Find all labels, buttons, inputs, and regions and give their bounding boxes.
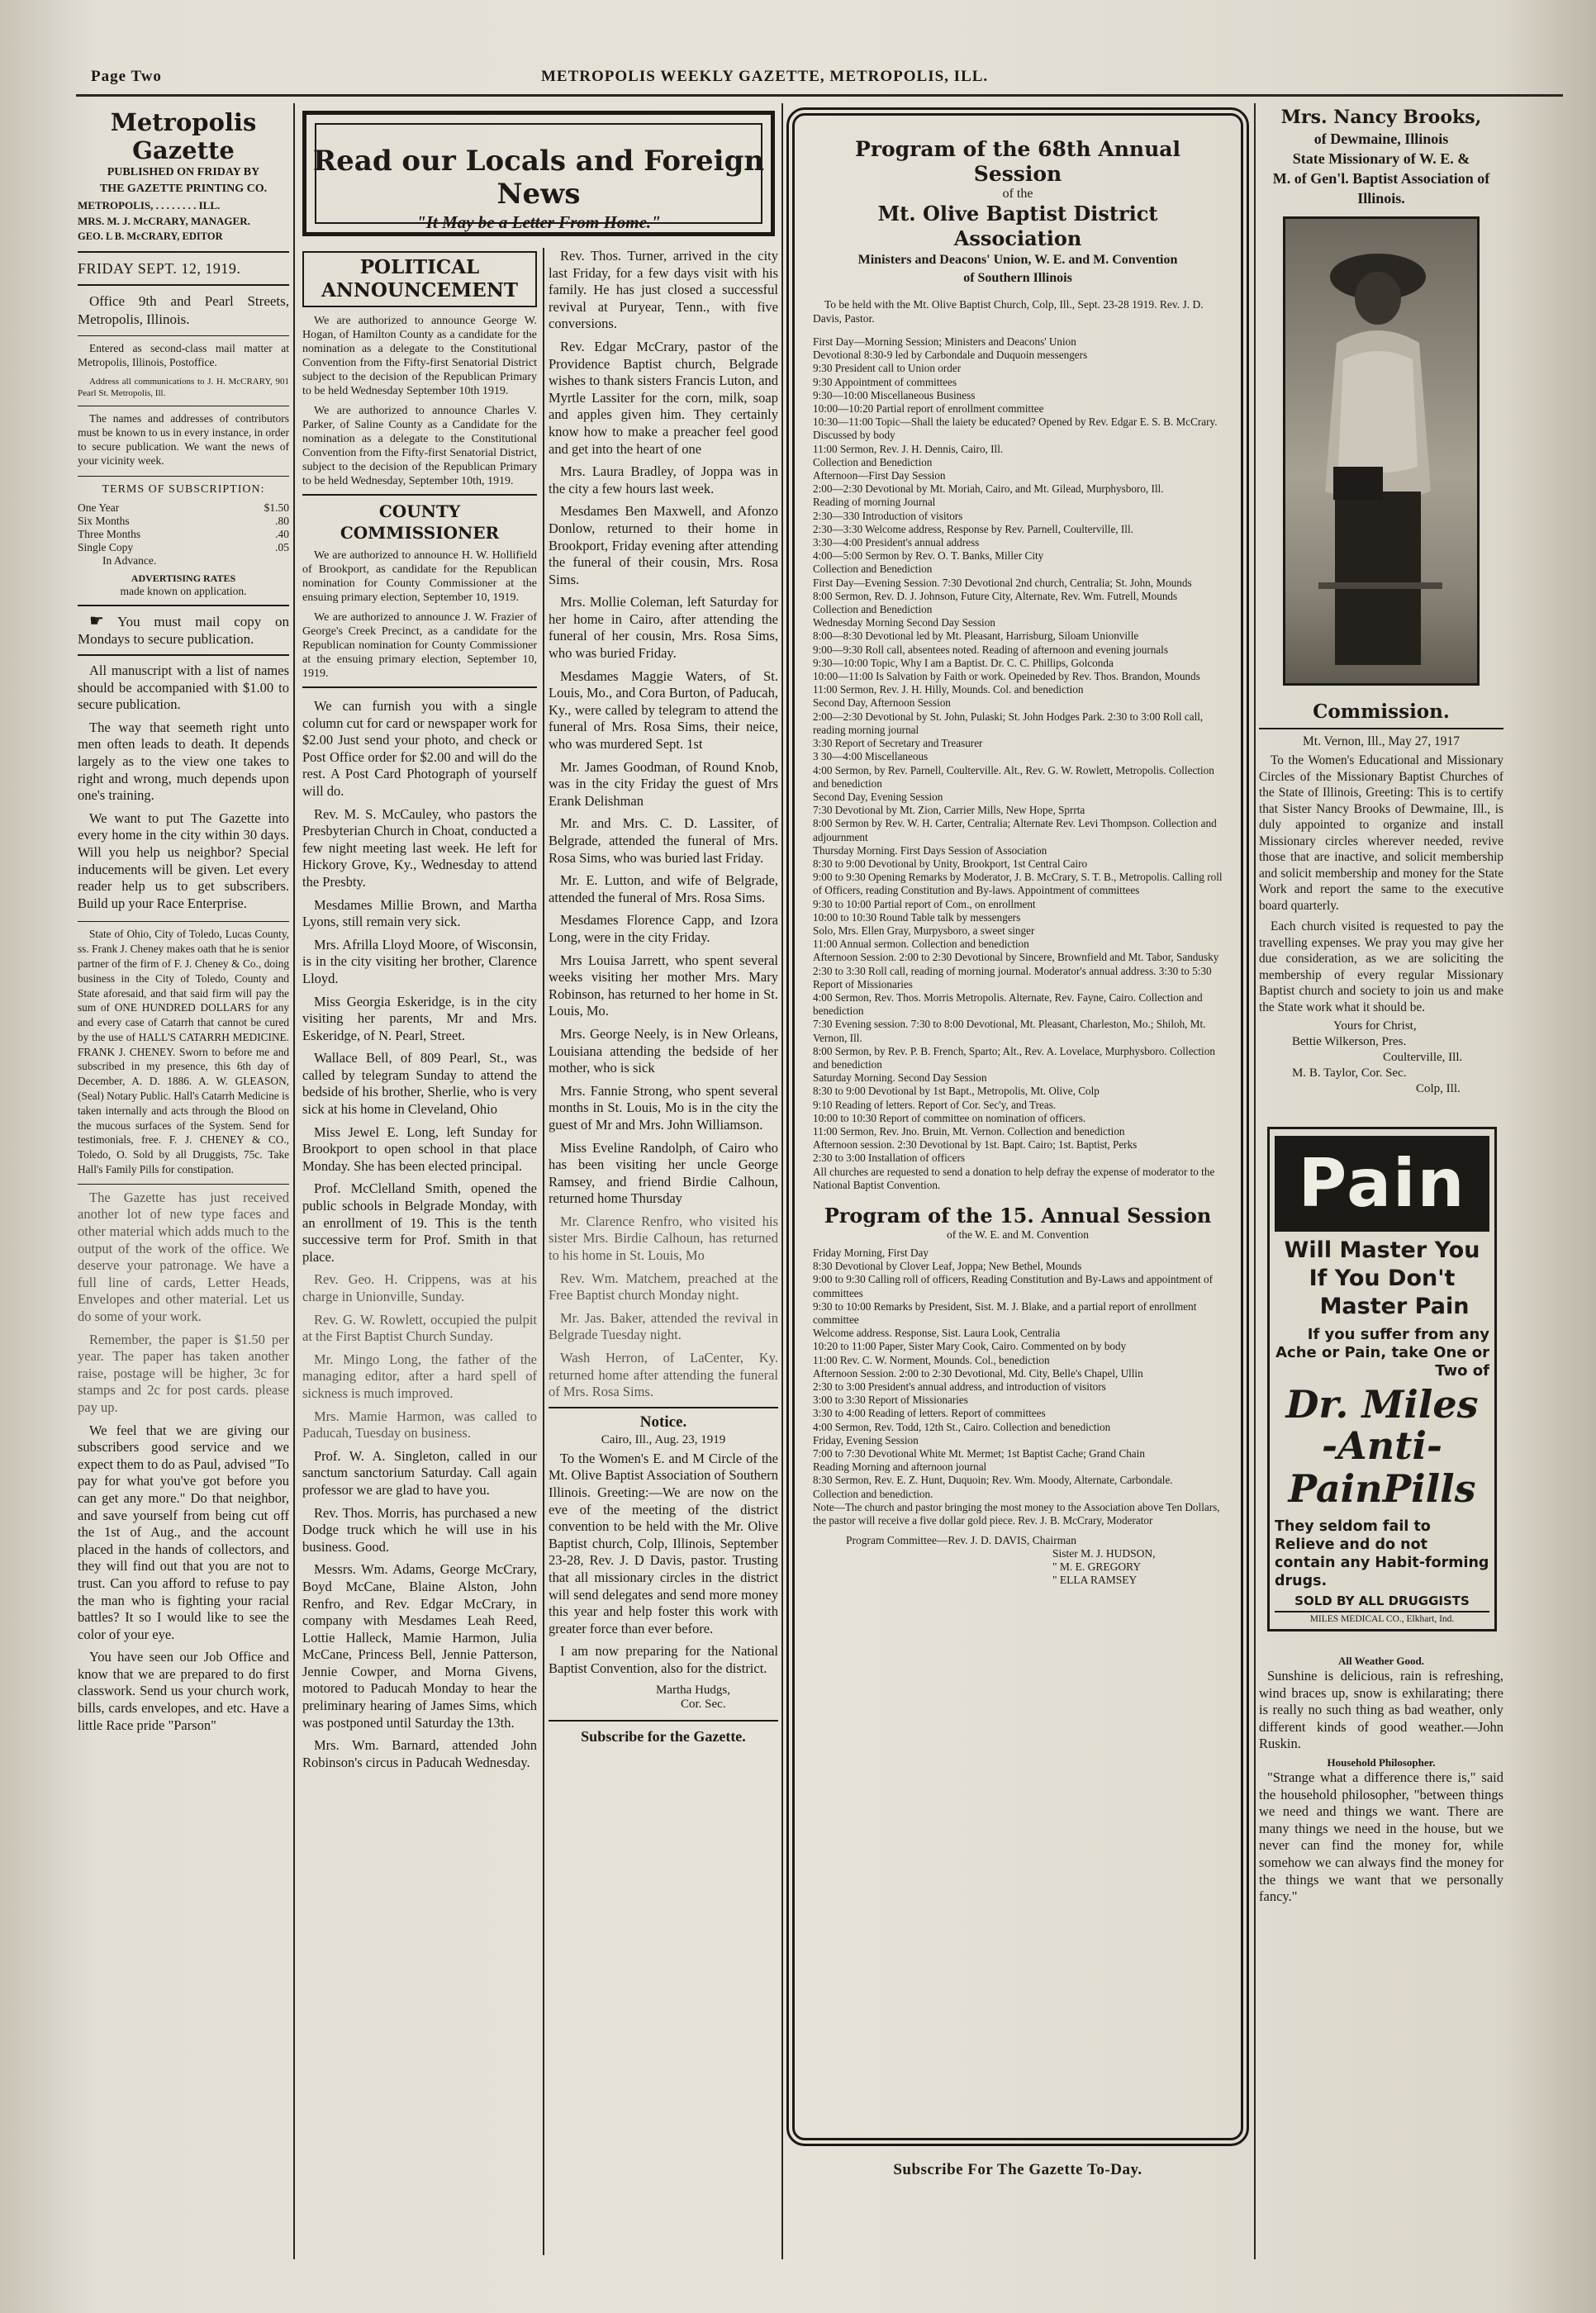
notice-title: Notice.: [639, 1413, 687, 1431]
terms-title: TERMS OF SUBSCRIPTION:: [102, 483, 265, 496]
news-item: Messrs. Wm. Adams, George McCrary, Boyd McCane, Blaine Alston, John Renfro, and Rev. Edgar McCrary, in company with Mesdames Leah Reed, Lottie Halleck, Mamie Harmon, Julia McCane, Princess Bell, Jennie Patterson, Jennie Cowper, and Morna Givens, motored to Paducah Monday to hear the preliminary hearing of James Sims, which was postponed until Saturday the 13th.: [302, 1561, 537, 1731]
subscribe-today: Subscribe For The Gazette To-Day.: [893, 2161, 1142, 2178]
job-paragraph: You have seen our Job Office and know that we are prepared to do first classwork. Send us your church work, bills, cards envelopes, and etc. Have a little Race pride "Parson": [78, 1649, 289, 1733]
notice-signature: Martha Hudgs,: [656, 1683, 730, 1697]
notice-body-2: I am now preparing for the National Baptist Convention, also for the district.: [549, 1643, 778, 1676]
received-paragraph: The Gazette has just received another lot of new type faces and other material which adds much to the output of the work of the office. We deserve your patronage. We have a full line of cards, Letter Heads, Envelopes and other material. Let us do some of your work.: [78, 1189, 289, 1325]
feel-paragraph: We feel that we are giving our subscribers good service and we expect them to do as Paul, advised "To pay for what you've got before you can get any more." Do that neighbor, and save yourself from being cut off the 1st of Aug., and the account placed in the hands of collectors, and they will find out that you are not to trust. Can you afford to refuse to pay the man who is fighting your racial battles? It so I would like to see the color of your eye.: [78, 1422, 289, 1642]
news-item: Mrs. Afrilla Lloyd Moore, of Wisconsin, is in the city visiting her brother, Clarence Lloyd.: [302, 936, 537, 986]
pub-line-5: GEO. L B. McCRARY, EDITOR: [78, 230, 223, 242]
weather-text: Sunshine is delicious, rain is refreshing, wind braces up, snow is exhilarating; there is really no such thing as bad weather, only different kinds of good weather.—John Ruskin.: [1259, 1668, 1503, 1752]
ad-pain-headline: Pain: [1298, 1145, 1466, 1222]
news-item: Miss Eveline Randolph, of Cairo who has been visiting her uncle George Ramsey, and friend Birdie Calhoun, returned home Thursday: [549, 1139, 778, 1207]
ad-maker: MILES MEDICAL CO., Elkhart, Ind.: [1275, 1611, 1489, 1624]
news-item: Miss Georgia Eskeridge, is in the city visiting her parents, Mr and Mrs. Eskeridge, of N. Pearl, Street.: [302, 993, 537, 1043]
sub-program-subtitle: of the W. E. and M. Convention: [946, 1228, 1090, 1241]
way-paragraph: The way that seemeth right unto men often leads to death. It depends largely as to the view one takes to right and wrong, much depends upon one's training.: [78, 719, 289, 804]
news-item: Prof. McClelland Smith, opened the public schools in Belgrade Monday, with an enrollment of 19. This is the tenth successive term for Prof. Smith in that place.: [302, 1180, 537, 1265]
region-title: of Southern Illinois: [963, 271, 1072, 285]
ad-brand-2: -Anti-: [1321, 1423, 1443, 1468]
news-item: Mrs. Laura Bradley, of Joppa was in the city a few hours last week.: [549, 463, 778, 496]
pub-line-2: THE GAZETTE PRINTING CO.: [99, 183, 268, 195]
news-item: Mrs Louisa Jarrett, who spent several weeks visiting her mother Mrs. Mary Robinson, has returned to her home in St. Louis, Mo.: [549, 952, 778, 1019]
news-item: Mesdames Maggie Waters, of St. Louis, Mo., and Cora Burton, of Paducah, Ky., were called by telegram to attend the funeral of Mrs. Rosa Sims, their neice, who was murdered Sept. 1st: [549, 667, 778, 753]
sub-program-schedule: Friday Morning, First Day 8:30 Devotional by Clover Leaf, Joppa; New Bethel, Mounds 9:00 to 9:30 Calling roll of officers, Reading Constitution and By-Laws and appointment of committees 9:30 to 10:00 Remarks by President, Sist. M. J. Blake, and a partial report of enrollment committee Welcome address. Response, Sist. Laura Look, Centralia 10:20 to 11:00 Paper, Sister Mary Cook, Cairo. Commented on by body 11:00 Rev. C. W. Norment, Mounds. Col., benediction Afternoon Session. 2:00 to 2:30 Devotional, Md. City, Belle's Chapel, Ullin 2:30 to 3:00 President's annual address, and introduction of visitors 3:00 to 3:30 Report of Missionaries 3:30 to 4:00 Reading of letters. Report of committees 4:00 Sermon, Rev. Todd, 12th St., Cairo. Collection and benediction Friday, Evening Session 7:00 to 7:30 Devotional White Mt. Mermet; 1st Baptist Cache; Grand Chain Reading Morning and afternoon journal 8:30 Sermon, Rev. E. Z. Hunt, Duquoin; Rev. Wm. Moody, Alternate, Carbondale. Collection and benediction. Note—The church and pastor bringing the most money to the Association above Ten Dollars, the pastor will receive a five dollar gold piece. Rev. J. B. McCrary, Moderator: [813, 1247, 1220, 1527]
column-divider-2: [543, 248, 544, 2255]
missionary-sub-1: of Dewmaine, Illinois: [1313, 131, 1449, 147]
pub-line-4: MRS. M. J. McCRARY, MANAGER.: [78, 215, 250, 227]
news-item: Rev. M. S. McCauley, who pastors the Presbyterian Church in Choat, conducted a few night meeting last week. He left for Hickory Grove, Ky., Wednesday to attend the Presbty.: [302, 805, 537, 890]
notice-date: Cairo, Ill., Aug. 23, 1919: [601, 1432, 726, 1446]
pub-line-3: METROPOLIS, . . . . . . . . ILL.: [78, 199, 221, 211]
news-item: Wash Herron, of LaCenter, Ky. returned home after attending the funeral of Mrs. Rosa Sims.: [549, 1350, 778, 1400]
column-3: [549, 248, 778, 2263]
weather-title: All Weather Good.: [1338, 1655, 1424, 1667]
program-schedule: First Day—Morning Session; Ministers and Deacons' Union Devotional 8:30-9 led by Carbondale and Duquoin messengers 9:30 President call to Union order 9:30 Appointment of committees 9:30—10:00 Miscellaneous Business 10:00—10:20 Partial report of enrollment committee 10:30—11:00 Topic—Shall the laiety be educated? Opened by Rev. Edgar E. S. B. McCrary. Discussed by body 11:00 Sermon, Rev. J. H. Dennis, Cairo, Ill. Collection and Benediction Afternoon—First Day Session 2:00—2:30 Devotional by Mt. Moriah, Cairo, and Mt. Gilead, Murphysboro, Ill. Reading of morning Journal 2:30—330 Introduction of visitors 2:30—3:30 Welcome address, Response by Rev. Parnell, Coulterville, Ill. 3:30—4:00 President's annual address 4:00—5:00 Sermon by Rev. O. T. Banks, Miller City Collection and Benediction First Day—Evening Session. 7:30 Devotional 2nd church, Centralia; St. John, Mounds 8:00 Sermon, Rev. D. J. Johnson, Future City, Alternate, Rev. Wm. Futrell, Mounds Collection and Benediction Wednesday Morning Second Day Session 8:00—8:30 Devotional led by Mt. Pleasant, Harrisburg, Siloam Unionville 9:00—9:30 Roll call, absentees noted. Reading of afternoon and evening journals 9:30—10:00 Topic, Why I am a Baptist. Dr. C. C. Phillips, Golconda 10:00—11:00 Is Salvation by Faith or work. Opeineded by Rev. Thos. Brandon, Mounds 11:00 Sermon, Rev. J. H. Hilly, Mounds. Col. and benediction Second Day, Afternoon Session 2:00—2:30 Devotional by St. John, Pulaski; St. John Hodges Park. 2:30 to 3:00 Roll call, reading morning journal 3:30 Report of Secretary and Treasurer 3 30—4:00 Miscellaneous 4:00 Sermon, by Rev. Parnell, Coulterville. Alt., Rev. G. W. Rowlett, Metropolis. Collection and benediction Second Day, Evening Session 7:30 Devotional by Mt. Zion, Carrier Mills, New Hope, Sprrta 8:00 Sermon by Rev. W. H. Carter, Centralia; Alternate Rev. Levi Thompson. Collection and adjournment Thursday Morning. First Days Session of Association 8:30 to 9:00 Devotional by Unity, Brookport, 1st Central Cairo 9:00 to 9:30 Opening Remarks by Moderator, J. B. McCrary, S. T. B., Metropolis. Calling roll of Officers, reading Constitution and By-laws. Appointment of committees 9:30 to 10:00 Partial report of Com., on enrollment 10:00 to 10:30 Round Table talk by messengers Solo, Mrs. Ellen Gray, Murpysboro, a sweet singer 11:00 Annual sermon. Collection and benediction Afternoon Session. 2:00 to 2:30 Devotional by Sincere, Brownfield and Mt. Tabor, Sandusky 2:30 to 3:30 Roll call, reading of morning journal. Moderator's annual address. 3:30 to 5:30 Report of Missionaries 4:00 Sermon, Rev. Thos. Morris Metropolis. Alternate, Rev. Fayne, Cairo. Collection and benediction 7:30 Evening session. 7:30 to 8:00 Devotional, Mt. Pleasant, Charleston, Mo.; Shiloh, Mt. Vernon, Ill. 8:00 Sermon, by Rev. P. B. French, Sparto; Alt., Rev. A. Lovelace, Murphysboro. Collection and benediction Saturday Morning. Second Day Session 8:30 to 9:00 Devotional by 1st Bapt., Metropolis, Mt. Olive, Colp 9:10 Reading of letters. Report of Cor. Sec'y, and Treas. 10:00 to 10:30 Report of committee on nomination of officers. 11:00 Sermon, Rev. Jno. Bruin, Mt. Vernon. Collection and benediction Afternoon session. 2:30 Devotional by 1st. Bapt. Cairo; 1st. Baptist, Perks 2:30 to 3:00 Installation of officers All churches are requested to send a donation to help defray the expense of moderator to the National Baptist Convention.: [813, 335, 1223, 1191]
news-item: Mr. and Mrs. C. D. Lassiter, of Belgrade, attended the funeral of Mrs. Rosa Sims, who was buried last Friday.: [549, 815, 778, 866]
ad-brand-3: PainPills: [1288, 1466, 1476, 1511]
want-paragraph: We want to put The Gazette into every home in the city within 30 days. Will you help us neighbor? Special inducements will be given. Let every reader help us to get subscribers. Build up your Race Enterprise.: [78, 810, 289, 911]
notice-secretary: Cor. Sec.: [681, 1697, 726, 1711]
remember-paragraph: Remember, the paper is $1.50 per year. The paper has taken another raise, postage will be higher, 3c for stamps and 2c for post cards. please pay up.: [78, 1331, 289, 1415]
nameplate: Metropolis Gazette: [110, 108, 257, 164]
news-item: Rev. Thos. Turner, arrived in the city last Friday, for a few days visit with his family. He has just closed a successful revival at Puryear, Tenn., with five conversions.: [549, 248, 778, 332]
adv-known: made known on application.: [120, 585, 247, 597]
terms-table: [78, 501, 289, 568]
locals-box: [302, 111, 775, 236]
contributors-notice: The names and addresses of contributors must be known to us in every instance, in order to secure publication. We want the news of your vicinity week.: [78, 412, 289, 467]
manuscript-notice: All manuscript with a list of names should be accompanied with $1.00 to secure publication.: [78, 663, 289, 713]
ad-line-3: Master Pain: [1319, 1294, 1470, 1319]
news-item: Rev. Wm. Matchem, preached at the Free Baptist church Monday night.: [549, 1270, 778, 1304]
address-notice: Address all communications to J. H. McCRARY, 901 Pearl St. Metropolis, Ill.: [78, 377, 289, 398]
commission-signatures: Yours for Christ, Bettie Wilkerson, Pres. Coulterville, Ill. M. B. Taylor, Cor. Sec. Colp, Ill.: [1292, 1019, 1463, 1095]
commission-date: Mt. Vernon, Ill., May 27, 1917: [1302, 734, 1460, 748]
program-committee: Program Committee—Rev. J. D. DAVIS, Chairman Sister M. J. HUDSON, " M. E. GREGORY " ELLA RAMSEY: [846, 1534, 1156, 1587]
pain-pills-ad: [1267, 1127, 1497, 1631]
terms-row: Single Copy .05: [78, 541, 289, 553]
entered-notice: Entered as second-class mail matter at Metropolis, Illinois, Postoffice.: [78, 342, 289, 368]
news-item: Rev. Thos. Morris, has purchased a new Dodge truck which he will use in his business. Good.: [302, 1504, 537, 1555]
news-item: Mesdames Millie Brown, and Martha Lyons, still remain very sick.: [302, 896, 537, 930]
missionary-sub-3: M. of Gen'l. Baptist Association of Illinois.: [1272, 170, 1490, 207]
ad-line-5: They seldom fail to Relieve and do not contain any Habit-forming drugs.: [1275, 1518, 1489, 1589]
ad-line-2: If You Don't: [1309, 1266, 1456, 1291]
news-item: Mesdames Florence Capp, and Izora Long, were in the city Friday.: [549, 912, 778, 945]
political-announcement-1: We are authorized to announce George W. Hogan, of Hamilton County as a candidate for the nomination as a delegate to the Constitutional Convention from the Fifty-first Senatorial District subject to the decision of the Republican Primary to be held Wednesday September 10th 1919.: [302, 315, 537, 397]
news-item: Mrs. Wm. Barnard, attended John Robinson's circus in Paducah Wednesday.: [302, 1737, 537, 1770]
woman-portrait-icon: [1285, 219, 1477, 683]
news-item: Mr. Mingo Long, the father of the managing editor, after a hard spell of sickness is much improved.: [302, 1351, 537, 1401]
political-title: POLITICAL ANNOUNCEMENT: [321, 256, 518, 302]
news-item: Mrs. George Neely, is in New Orleans, Louisiana attending the bedside of her mother, who is sick: [549, 1025, 778, 1076]
news-item: Mr. Jas. Baker, attended the revival in Belgrade Tuesday night.: [549, 1309, 778, 1343]
paper-title: METROPOLIS WEEKLY GAZETTE, METROPOLIS, ILL.: [541, 68, 989, 85]
news-item: Wallace Bell, of 809 Pearl, St., was called by telegram Sunday to attend the bedside of his brother, Sherlie, who is very sick at his home in Cleveland, Ohio: [302, 1050, 537, 1118]
terms-row: Six Months .80: [78, 515, 289, 527]
office-address: Office 9th and Pearl Streets, Metropolis, Illinois.: [78, 293, 289, 327]
news-item: We can furnish you with a single column cut for card or newspaper work for $2.00 Just send your photo, and check or Post Office order for $2.00 and will do the rest. A Post Card Photograph of yourself will do.: [302, 698, 537, 799]
news-item: Mrs. Fannie Strong, who spent several months in St. Louis, Mo is in the city the guest of Mr and Mrs. John Williamson.: [549, 1082, 778, 1133]
union-title: Ministers and Deacons' Union, W. E. and M. Convention: [857, 253, 1178, 267]
ad-sold: SOLD BY ALL DRUGGISTS: [1294, 1593, 1470, 1608]
philosopher-text: "Strange what a difference there is," said the household philosopher, "between things we need and things we want. There are many things we need in the house, but we never can find the money for, while somehow we can always find the money for the things we want that we personally fancy.": [1259, 1769, 1503, 1905]
column-divider-4: [1254, 103, 1256, 2259]
pointing-hand-icon: ☛: [89, 612, 104, 630]
copy-notice: ☛ You must mail copy on Mondays to secure publication.: [78, 612, 289, 647]
commission-body: To the Women's Educational and Missionary Circles of the Missionary Baptist Churches of the State of Illinois, Greeting: This is to certify that Sister Nancy Brooks of Dewmaine, Ill., is duly appointed to organize and install Missionary circles wherever needed, revive those that are inactive, and solicit membership and solicit membership and money for the State Work and report the same to the executive board quarterly.: [1259, 753, 1503, 913]
news-item: Rev. Edgar McCrary, pastor of the Providence Baptist church, Belgrade wishes to thank sisters Francis Luton, and Myrtle Lassiter for the corn, milk, soap and apples given him. They certainly know how to make a preacher feel good and get into the heart of one: [549, 338, 778, 457]
locals-title: Read our Locals and Foreign News: [312, 145, 765, 211]
terms-row: Three Months .40: [78, 528, 289, 540]
news-item: Mr. Clarence Renfro, who visited his sister Mrs. Birdie Calhoun, has returned to his home in St. Louis, Mo: [549, 1213, 778, 1264]
philosopher-title: Household Philosopher.: [1327, 1755, 1436, 1769]
column-2: [302, 248, 537, 2263]
notice-body: To the Women's E. and M Circle of the Mt. Olive Baptist Association of Southern Illinois. Greeting:—We are now on the eve of the meeting of the district convention to be held with the Mr. Olive Baptist church, Colp, Illinois, September 23-28, Rev. J. D Davis, pastor. Trusting that all missionary circles in the district will send delegates and send more money this year and help foster this work with greater force than ever before.: [549, 1450, 778, 1636]
right-column: [1259, 103, 1503, 2268]
news-item: Mesdames Ben Maxwell, and Afonzo Donlow, returned to their home in Brookport, Friday evening after attending the funeral of their cousin, Mrs. Rosa Sims.: [549, 503, 778, 587]
adv-rates: ADVERTISING RATES: [131, 572, 236, 584]
program-title: Program of the 68th Annual Session: [855, 137, 1180, 186]
portrait-photo: [1283, 216, 1480, 686]
county-announcement-1: We are authorized to announce H. W. Hollifield of Brookport, as candidate for the Republican nomination for County Commissioner at the ensuing primary election, September 10, 1919.: [302, 549, 537, 604]
association-title: Mt. Olive Baptist District Association: [877, 202, 1158, 250]
column-divider-1: [293, 103, 295, 2259]
terms-row: One Year $1.50: [78, 501, 289, 514]
subscribe-line: Subscribe for the Gazette.: [581, 1727, 746, 1745]
cheney-ad: State of Ohio, City of Toledo, Lucas County, ss. Frank J. Cheney makes oath that he is senior partner of the firm of F. J. Cheney & Co., doing business in the City of Toledo, County and State aforesaid, and that said firm will pay the sum of ONE HUNDRED DOLLARS for any and every case of Catarrh that cannot be cured by the use of HALL'S CATARRH MEDICINE. FRANK J. CHENEY. Sworn to before me and subscribed in my presence, this 6th day of December, A. D. 1886. A. W. GLEASON, (Seal) Notary Public. Hall's Catarrh Medicine is taken internally and acts through the Blood on the mucous surfaces of the System. Send for testimonials, free. F. J. CHENEY & CO., Toledo, O. Sold by all Druggists, 75c. Take Hall's Family Pills for constipation.: [78, 928, 289, 1176]
news-item: Mrs. Mollie Coleman, left Saturday for her home in Cairo, after attending the funeral of her cousin, Mrs. Rosa Sims, who was buried Friday.: [549, 594, 778, 662]
masthead-rule: [76, 94, 1563, 97]
pub-line-1: PUBLISHED ON FRIDAY BY: [107, 166, 260, 178]
column-divider-3: [781, 103, 783, 2259]
terms-advance: In Advance.: [102, 554, 157, 567]
locals-subtitle: "It May be a Letter From Home.": [416, 212, 661, 232]
local-news-col2: [302, 698, 537, 1771]
county-title: COUNTY COMMISSIONER: [340, 501, 500, 543]
news-item: Mr. James Goodman, of Round Knob, was in the city Friday the guest of Mrs Erank Delishman: [549, 758, 778, 809]
news-item: Prof. W. A. Singleton, called in our sanctum sanctorium Saturday. Call again professor we are glad to have you.: [302, 1447, 537, 1498]
news-item: Rev. G. W. Rowlett, occupied the pulpit at the First Baptist Church Sunday.: [302, 1311, 537, 1345]
political-announcement-2: We are authorized to announce Charles V. Parker, of Saline County as a Candidate for the nomination as a delegate to the Constitutional Convention from the Fifty-first Senatorial District, subject to the decision of the Republican Primary to be held Wednesday, September 10th, 1919.: [302, 405, 537, 487]
ad-line-4: If you suffer from any Ache or Pain, take One or Two of: [1275, 1326, 1489, 1380]
news-item: Mrs. Mamie Harmon, was called to Paducah, Tuesday on business.: [302, 1408, 537, 1441]
missionary-sub-2: State Missionary of W. E. &: [1292, 150, 1470, 167]
county-announcement-2: We are authorized to announce J. W. Frazier of George's Creek Precinct, as a candidate for the Republican nomination for County Commissioner at the ensuing primary election, September 10, 1919.: [302, 611, 537, 680]
ad-brand-1: Dr. Miles: [1285, 1382, 1479, 1427]
issue-date: FRIDAY SEPT. 12, 1919.: [78, 260, 241, 277]
program-held: To be held with the Mt. Olive Baptist Church, Colp, Ill., Sept. 23-28 1919. Rev. J. D. Davis, Pastor.: [813, 298, 1204, 325]
news-item: Rev. Geo. H. Crippens, was at his charge in Unionville, Sunday.: [302, 1271, 537, 1304]
missionary-name: Mrs. Nancy Brooks,: [1280, 107, 1482, 128]
left-column: [78, 103, 289, 2268]
local-news-col3: [549, 248, 778, 1401]
commission-title: Commission.: [1313, 701, 1450, 723]
page-label: Page Two: [91, 68, 162, 85]
program-box: [786, 107, 1249, 2146]
sub-program-title: Program of the 15. Annual Session: [824, 1204, 1212, 1228]
news-item: Mr. E. Lutton, and wife of Belgrade, attended the funeral of Mrs. Rosa Sims.: [549, 872, 778, 905]
commission-body-2: Each church visited is requested to pay the travelling expenses. We pray you may give her due consideration, as we are soliciting the membership of every regular Missionary Baptist church and society to join us and make the State work what it should be.: [1259, 919, 1503, 1014]
news-item: Miss Jewel E. Long, left Sunday for Brookport to open school in that place Monday. She has been elected principal.: [302, 1123, 537, 1174]
ad-line-1: Will Master You: [1284, 1237, 1480, 1263]
program-of: of the: [1002, 187, 1033, 201]
